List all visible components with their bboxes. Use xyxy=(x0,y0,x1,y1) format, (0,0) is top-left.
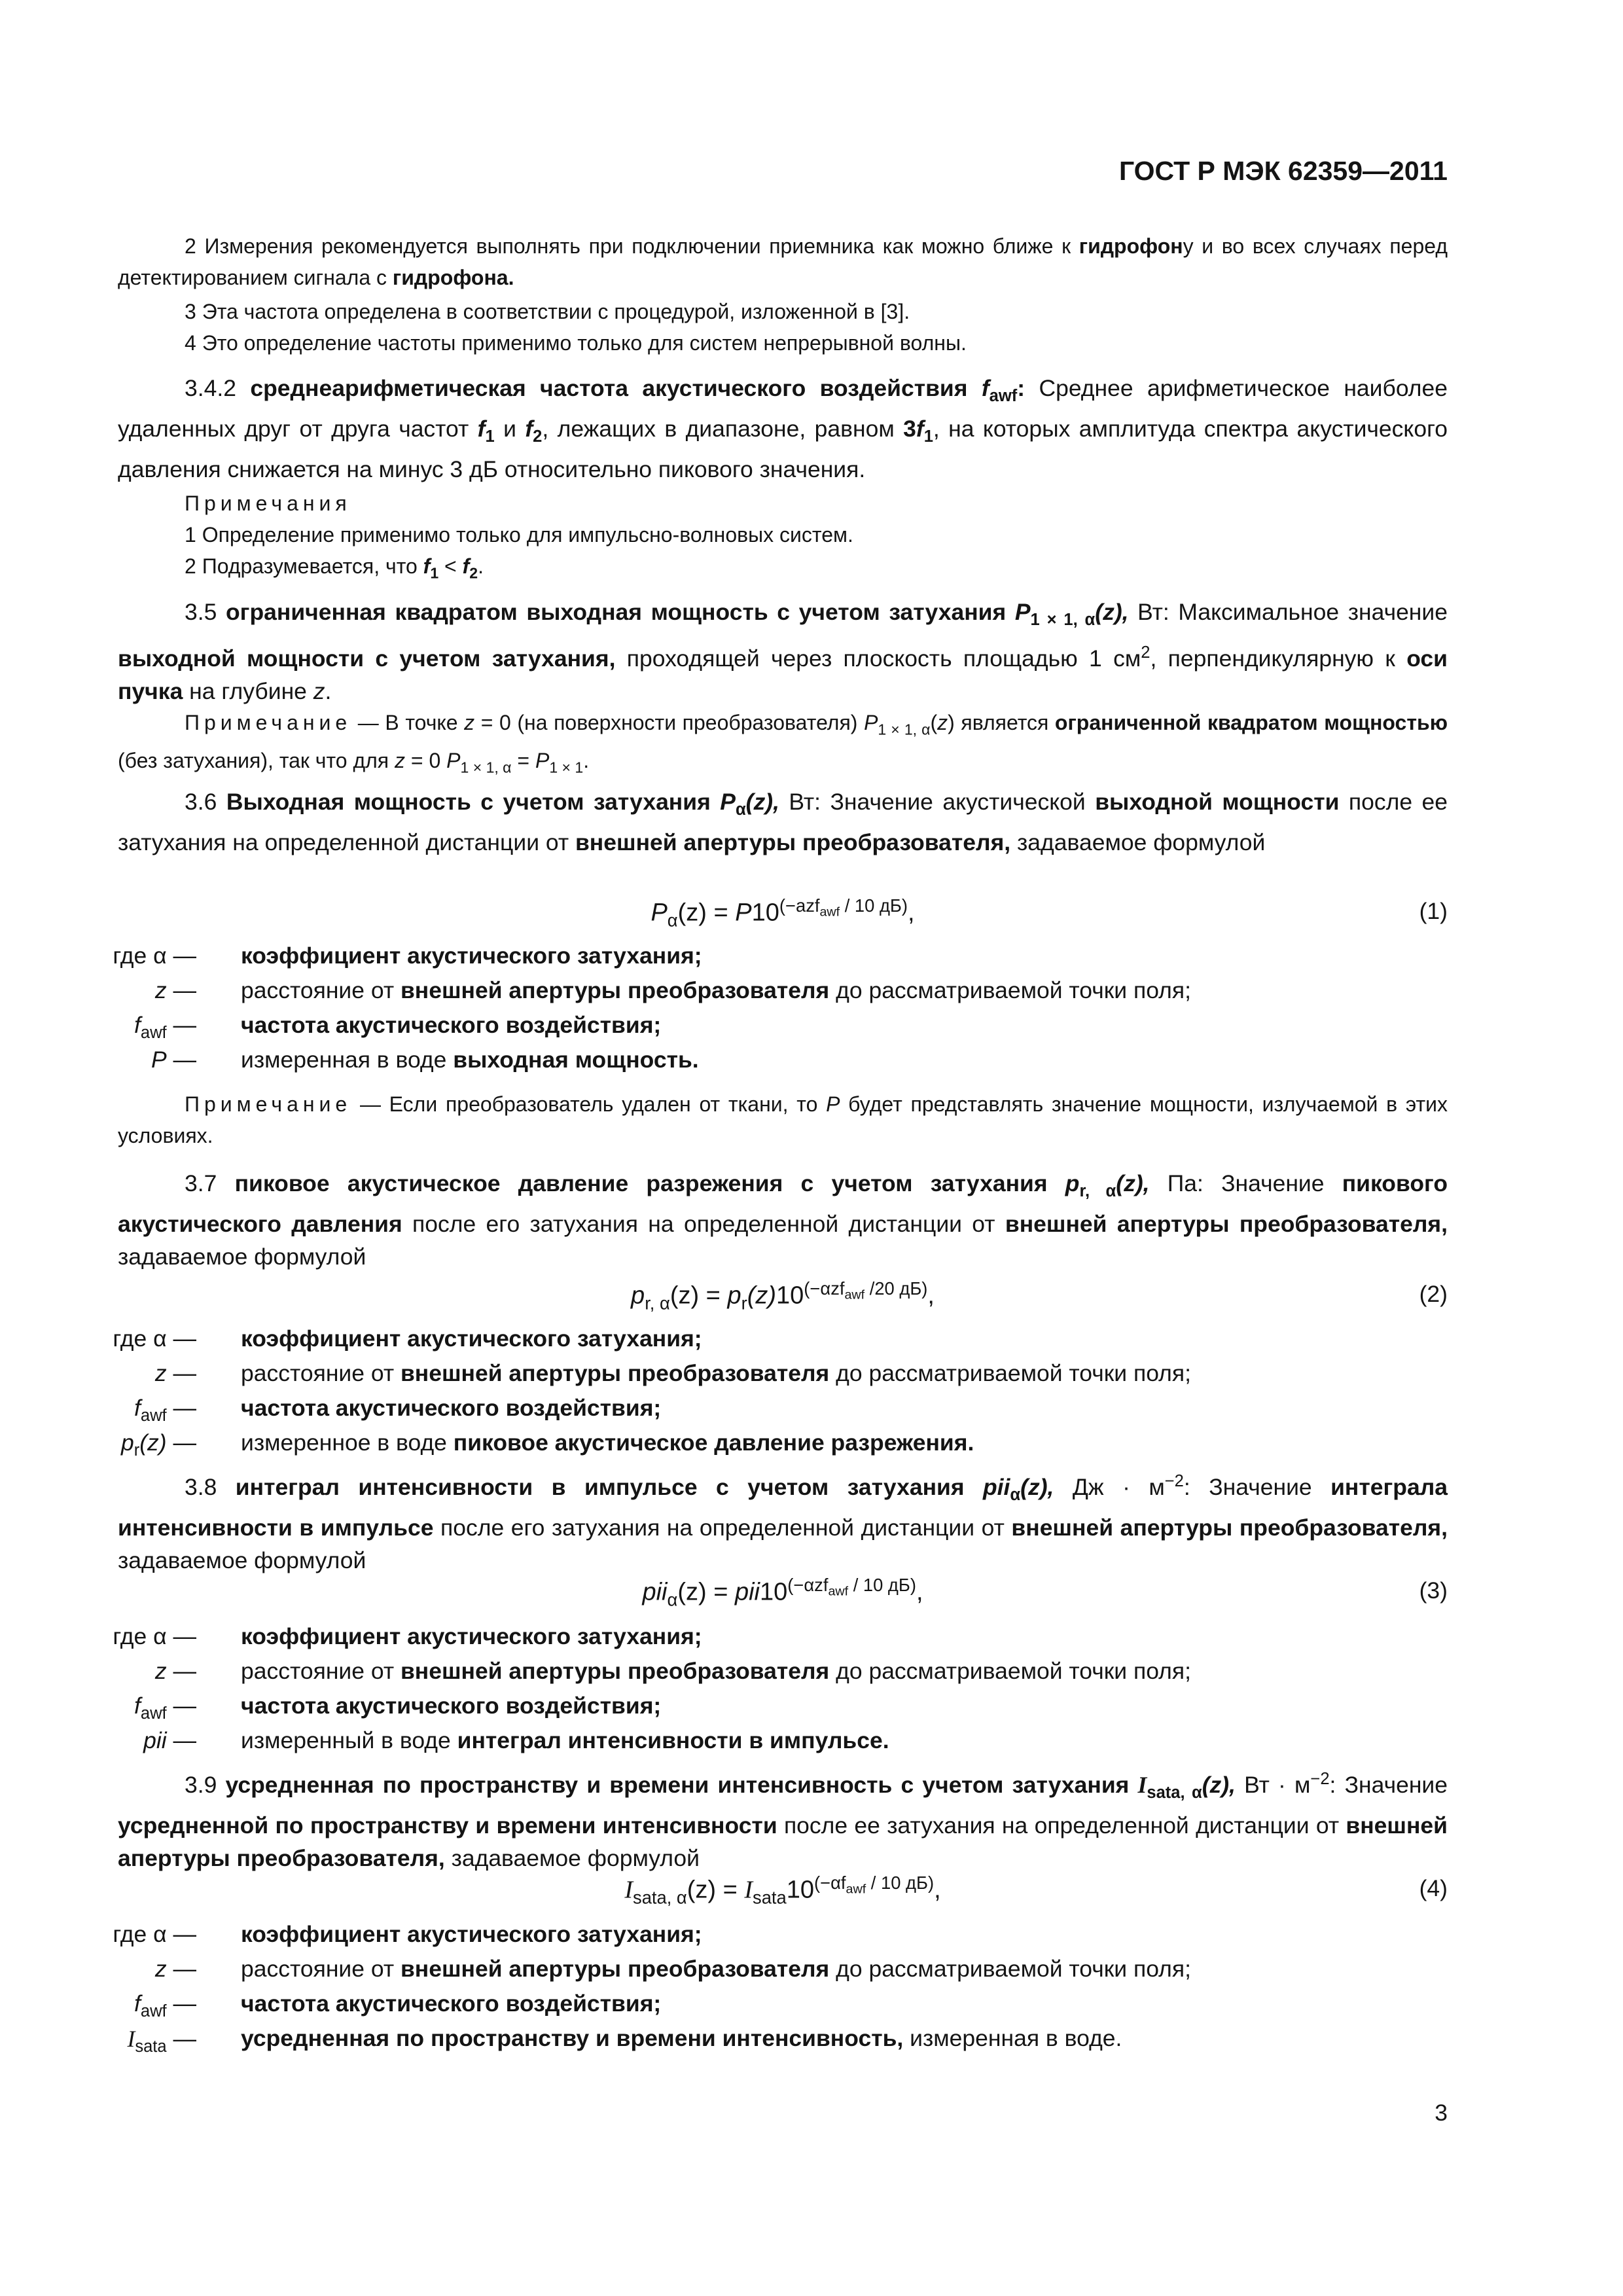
formula-2 xyxy=(118,1273,1448,1319)
where-item-pii: pii — измеренный в воде интеграл интенсивности в импульсе. xyxy=(143,1727,889,1753)
section-3-6-note: Примечание — Если преобразователь удален от ткани, то P будет представлять значение мощности, излучаемой в этих условиях. xyxy=(118,1092,1448,1147)
where-item-fawf: $f_{awf}$ — частота акустического воздействия; xyxy=(134,1395,662,1426)
formula-3-expression: $pii_\alpha(z) = pii10^{(-\alpha zf_{awf} / 10 дБ)}$, xyxy=(642,1575,923,1610)
note-1-mid: 1 Определение применимо только для импульсно-волновых систем. xyxy=(185,523,853,547)
where-item-P: P — измеренная в воде выходная мощность. xyxy=(151,1047,699,1073)
where-item-z: z — расстояние от внешней апертуры преобразователя до рассматриваемой точки поля; xyxy=(154,1360,1191,1386)
equation-number-1: (1) xyxy=(1419,898,1448,924)
where-item-pr: $p_r(z)$ — измеренное в воде пиковое акустическое давление разрежения. xyxy=(120,1429,974,1460)
standard-header: ГОСТ Р МЭК 62359—2011 xyxy=(1118,156,1448,186)
formula-1-expression: $P_\alpha(z) = P10^{(-azf_{awf} / 10 дБ)}$, xyxy=(651,895,915,931)
formula-4 xyxy=(118,1867,1448,1913)
where-item-fawf: $f_{awf}$ — частота акустического воздействия; xyxy=(134,1012,662,1043)
section-3-7: 3.7 пиковое акустическое давление разрежения с учетом затухания $p_{r, \alpha}(z)$, Па: Значение пикового акустического давления после его затухания на определенной дистанции от внешней апертуры преобразователя, задаваемое формулой xyxy=(118,1170,1448,1270)
note-4-paragraph: 4 Это определение частоты применимо только для систем непрерывной волны. xyxy=(185,331,967,355)
where-list-2 xyxy=(113,1325,1448,1463)
section-3-9: 3.9 усредненная по пространству и времени интенсивность с учетом затухания $I_{sata, \alpha}(z)$, Вт · $м^{-2}$: Значение усредненной по пространству и времени интенсивности после ее затухания на определенной дистанции от внешней апертуры преобразователя, задаваемое формулой xyxy=(118,1770,1448,1871)
section-3-5-note: Примечание — В точке z = 0 (на поверхности преобразователя) $P_{1 \times 1, \alpha}(z)$ является ограниченной квадратом мощностью (без затухания), так что для z = 0 $P_{1 \times 1, \alpha} = P_{1 \times 1}$. xyxy=(118,711,1448,776)
where-item-z: z — расстояние от внешней апертуры преобразователя до рассматриваемой точки поля; xyxy=(154,1956,1191,1982)
section-3-6: 3.6 Выходная мощность с учетом затухания $P_\alpha(z)$, Вт: Значение акустической выходной мощности после ее затухания на определенной дистанции от внешней апертуры преобразователя, задаваемое формулой xyxy=(118,789,1448,856)
note-2-mid: 2 Подразумевается, что $f_1 < f_2$. xyxy=(185,554,484,582)
where-item-alpha: где α — коэффициент акустического затухания; xyxy=(113,942,702,969)
note-2-paragraph: 2 Измерения рекомендуется выполнять при подключении приемника как можно ближе к гидрофону и во всех случаях перед детектированием сигнала с гидрофона. xyxy=(118,234,1448,289)
page-number: 3 xyxy=(1435,2100,1448,2126)
formula-4-expression: $I_{sata, \alpha}(z) = I_{sata}10^{(-\alpha f_{awf} / 10 дБ)}$, xyxy=(624,1873,941,1908)
where-item-alpha: где α — коэффициент акустического затухания; xyxy=(113,1921,702,1947)
where-item-fawf: $f_{awf}$ — частота акустического воздействия; xyxy=(134,1990,662,2021)
formula-3 xyxy=(118,1570,1448,1615)
formula-1 xyxy=(118,890,1448,936)
where-list-3 xyxy=(113,1623,1448,1761)
where-item-z: z — расстояние от внешней апертуры преобразователя до рассматриваемой точки поля; xyxy=(154,1658,1191,1684)
where-list-4 xyxy=(113,1921,1448,2058)
notes-title: Примечания xyxy=(185,492,351,515)
where-item-alpha: где α — коэффициент акустического затухания; xyxy=(113,1325,702,1352)
section-3-4-2: 3.4.2 среднеарифметическая частота акустического воздействия $f_{awf}$: Среднее арифметическое наиболее удаленных друг от друга частот $f_1$ и $f_2$, лежащих в диапазоне, равном $3f_1$, на которых амплитуда спектра акустического давления снижается на минус 3 дБ относительно пикового значения. xyxy=(118,375,1448,483)
where-item-alpha: где α — коэффициент акустического затухания; xyxy=(113,1623,702,1649)
section-3-5: 3.5 ограниченная квадратом выходная мощность с учетом затухания $P_{1 \times 1, \alpha}(z)$, Вт: Максимальное значение выходной мощности с учетом затухания, проходящей через плоскость площадью 1 $см^2$, перпендикулярную к оси пучка на глубине z. xyxy=(118,599,1448,704)
equation-number-4: (4) xyxy=(1419,1875,1448,1901)
where-item-fawf: $f_{awf}$ — частота акустического воздействия; xyxy=(134,1693,662,1723)
formula-2-expression: $p_{r, \alpha}(z) = p_r(z)10^{(-\alpha zf_{awf} /20 дБ)}$, xyxy=(631,1278,935,1314)
equation-number-3: (3) xyxy=(1419,1577,1448,1604)
equation-number-2: (2) xyxy=(1419,1281,1448,1307)
where-item-Isata: $I_{sata}$ — усредненная по пространству и времени интенсивность, измеренная в воде. xyxy=(127,2025,1122,2056)
section-3-8: 3.8 интеграл интенсивности в импульсе с учетом затухания pii$_\alpha$(z), Дж · $м^{-2}$: Значение интеграла интенсивности в импульсе после его затухания на определенной дистанции от внешней апертуры преобразователя, задаваемое формулой xyxy=(118,1472,1448,1573)
note-3-paragraph: 3 Эта частота определена в соответствии с процедурой, изложенной в [3]. xyxy=(185,300,910,323)
where-list-1 xyxy=(113,942,1448,1080)
where-item-z: z — расстояние от внешней апертуры преобразователя до рассматриваемой точки поля; xyxy=(154,977,1191,1003)
